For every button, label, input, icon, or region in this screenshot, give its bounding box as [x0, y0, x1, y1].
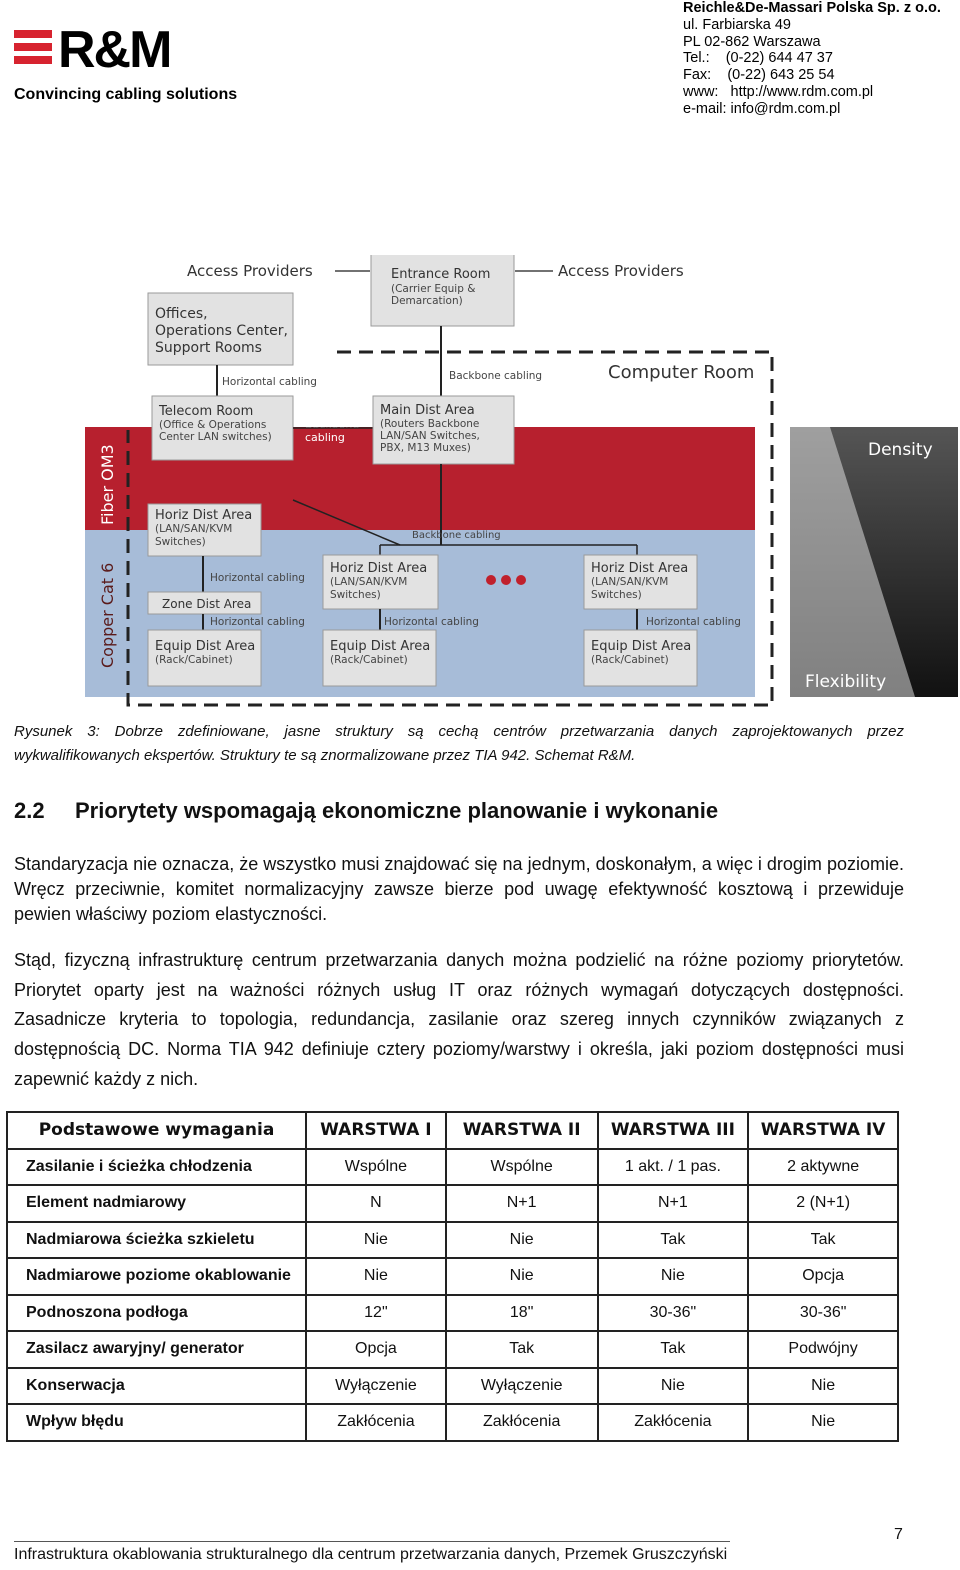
paragraph-1: Standaryzacja nie oznacza, że wszystko musi znajdować się na jednym, doskonałym, a więc i drogim poziomie. Wręcz przeciwnie, komitet normalizacyjny zawsze bierze pod uwagę efektywność kosztową i przewiduje pewien właściwy poziom elastyczności.: [14, 854, 904, 924]
row-label: Element nadmiarowy: [7, 1185, 306, 1222]
backbone-cabling-label-3: Backbone cabling: [412, 530, 501, 541]
horiz-dist-3-line1: (LAN/SAN/KVM: [591, 576, 669, 588]
table-cell: Tak: [748, 1222, 898, 1259]
tier-requirements-table: [6, 1111, 899, 1442]
ellipsis-dot-1: [486, 575, 496, 585]
ellipsis-dot-3: [516, 575, 526, 585]
table-row: [7, 1368, 898, 1405]
header-tier-3: WARSTWA III: [598, 1112, 749, 1149]
main-dist-line1: (Routers Backbone: [380, 418, 480, 430]
equip-dist-2-title: Equip Dist Area: [330, 639, 431, 654]
zone-dist-title: Zone Dist Area: [162, 597, 252, 611]
company-website[interactable]: www: http://www.rdm.com.pl: [683, 83, 874, 100]
main-dist-line3: PBX, M13 Muxes): [380, 442, 471, 454]
access-providers-right: Access Providers: [558, 262, 684, 280]
company-logo: R&M: [58, 21, 171, 79]
table-cell: Nie: [306, 1258, 446, 1295]
horizontal-cabling-label-1: Horizontal cabling: [222, 376, 317, 388]
table-cell: Podwójny: [748, 1331, 898, 1368]
header-tier-2: WARSTWA II: [446, 1112, 598, 1149]
table-cell: Nie: [446, 1258, 598, 1295]
telecom-room-line2: Center LAN switches): [159, 431, 272, 443]
equip-dist-1-line1: (Rack/Cabinet): [155, 654, 233, 666]
horizontal-cabling-label-2: Horizontal cabling: [210, 572, 305, 584]
figure-caption: Rysunek 3: Dobrze zdefiniowane, jasne struktury są cechą centrów przetwarzania danych zaprojektowanych przez wykwalifikowanych ekspertów. Struktury te są znormalizowane przez TIA 942. Schemat R&M.: [14, 723, 904, 764]
horizontal-cabling-label-5: Horizontal cabling: [646, 616, 741, 628]
row-label: Podnoszona podłoga: [7, 1295, 306, 1332]
row-label: Nadmiarowa ścieżka szkieletu: [7, 1222, 306, 1259]
table-cell: Tak: [598, 1331, 749, 1368]
entrance-room-line2: Demarcation): [391, 295, 463, 307]
horizontal-cabling-label-3: Horizontal cabling: [210, 616, 305, 628]
horiz-dist-3-line2: Switches): [591, 589, 642, 601]
row-label: Zasilanie i ścieżka chłodzenia: [7, 1149, 306, 1186]
equip-dist-3-line1: (Rack/Cabinet): [591, 654, 669, 666]
copper-cat6-label: Copper Cat 6: [98, 562, 117, 668]
table-row: [7, 1149, 898, 1186]
backbone-cabling-label-1: Backbone cabling: [449, 370, 543, 382]
table-row: [7, 1404, 898, 1441]
equip-dist-2-line1: (Rack/Cabinet): [330, 654, 408, 666]
row-label: Nadmiarowe poziome okablowanie: [7, 1258, 306, 1295]
main-dist-line2: LAN/SAN Switches,: [380, 430, 480, 442]
table-cell: Wspólne: [446, 1149, 598, 1186]
table-cell: Nie: [598, 1258, 749, 1295]
table-cell: Wspólne: [306, 1149, 446, 1186]
equip-dist-3-title: Equip Dist Area: [591, 639, 692, 654]
company-name: Reichle&De-Massari Polska Sp. z o.o.: [683, 0, 941, 16]
computer-room-label: Computer Room: [608, 362, 755, 383]
data-center-topology-diagram: [85, 255, 960, 710]
density-label: Density: [868, 440, 933, 460]
table-cell: Zakłócenia: [306, 1404, 446, 1441]
horiz-dist-1-line2: Switches): [155, 536, 206, 548]
telecom-room-title: Telecom Room: [159, 404, 254, 419]
row-label: Zasilacz awaryjny/ generator: [7, 1331, 306, 1368]
company-address: [683, 0, 941, 118]
row-label: Wpływ błędu: [7, 1404, 306, 1441]
table-cell: N+1: [446, 1185, 598, 1222]
offices-line1: Offices,: [155, 306, 208, 322]
footer-divider: [14, 1541, 730, 1542]
access-providers-left: Access Providers: [187, 262, 313, 280]
table-row: [7, 1258, 898, 1295]
table-cell: 2 (N+1): [748, 1185, 898, 1222]
header-tier-4: WARSTWA IV: [748, 1112, 898, 1149]
offices-line2: Operations Center,: [155, 323, 288, 339]
table-row: [7, 1295, 898, 1332]
backbone-cabling-label-2b: cabling: [305, 431, 345, 444]
horiz-dist-2-line1: (LAN/SAN/KVM: [330, 576, 408, 588]
offices-line3: Support Rooms: [155, 340, 262, 356]
equip-dist-1-title: Equip Dist Area: [155, 639, 256, 654]
table-cell: Opcja: [748, 1258, 898, 1295]
entrance-room-line1: (Carrier Equip &: [391, 283, 476, 295]
table-cell: Nie: [446, 1222, 598, 1259]
table-cell: Tak: [446, 1331, 598, 1368]
horiz-dist-2-title: Horiz Dist Area: [330, 561, 428, 576]
header-tier-1: WARSTWA I: [306, 1112, 446, 1149]
table-cell: Zakłócenia: [446, 1404, 598, 1441]
footer-text: Infrastruktura okablowania strukturalnego dla centrum przetwarzania danych, Przemek Gruszczyński: [14, 1546, 728, 1563]
paragraph-2: Stąd, fizyczną infrastrukturę centrum przetwarzania danych można podzielić na różne poziomy priorytetów. Priorytet oparty jest na ważności różnych usług IT oraz różnych wymagań dotyczących dostępności. Zasadnicze kryteria to topologia, redundancja, zasilanie oraz szereg innych czynników związanych z dostępnością DC. Norma TIA 942 definiuje cztery poziomy/warstwy i określa, jaki poziom dostępności musi zapewnić każdy z nich.: [14, 950, 904, 1089]
horiz-dist-1-line1: (LAN/SAN/KVM: [155, 523, 233, 535]
flexibility-label: Flexibility: [805, 672, 887, 692]
table-cell: Opcja: [306, 1331, 446, 1368]
company-fax: Fax: (0-22) 643 25 54: [683, 67, 835, 84]
entrance-room-title: Entrance Room: [391, 267, 491, 282]
table-cell: 12": [306, 1295, 446, 1332]
table-cell: 1 akt. / 1 pas.: [598, 1149, 749, 1186]
main-dist-title: Main Dist Area: [380, 403, 475, 418]
table-cell: 30-36": [598, 1295, 749, 1332]
table-cell: Tak: [598, 1222, 749, 1259]
ellipsis-dot-2: [501, 575, 511, 585]
table-cell: Nie: [748, 1368, 898, 1405]
table-cell: 18": [446, 1295, 598, 1332]
row-label: Konserwacja: [7, 1368, 306, 1405]
table-cell: 2 aktywne: [748, 1149, 898, 1186]
page-number: 7: [894, 1526, 903, 1543]
company-phone: Tel.: (0-22) 644 47 37: [683, 50, 833, 67]
company-street: ul. Farbiarska 49: [683, 16, 791, 33]
horiz-dist-2-line2: Switches): [330, 589, 381, 601]
company-email[interactable]: e-mail: info@rdm.com.pl: [683, 100, 841, 117]
header-requirements: Podstawowe wymagania: [7, 1112, 306, 1149]
table-row: [7, 1185, 898, 1222]
backbone-cabling-label-2a: Backbone: [305, 418, 360, 431]
table-cell: Nie: [306, 1222, 446, 1259]
logo-tagline: Convincing cabling solutions: [14, 86, 238, 103]
table-cell: Wyłączenie: [446, 1368, 598, 1405]
table-cell: Nie: [598, 1368, 749, 1405]
horizontal-cabling-label-4: Horizontal cabling: [384, 616, 479, 628]
table-cell: N: [306, 1185, 446, 1222]
table-cell: Wyłączenie: [306, 1368, 446, 1405]
company-city: PL 02-862 Warszawa: [683, 33, 821, 50]
table-row: [7, 1331, 898, 1368]
table-cell: Nie: [748, 1404, 898, 1441]
telecom-room-line1: (Office & Operations: [159, 419, 267, 431]
table-cell: 30-36": [748, 1295, 898, 1332]
table-cell: N+1: [598, 1185, 749, 1222]
logo-bars-icon: [14, 30, 52, 72]
table-cell: Zakłócenia: [598, 1404, 749, 1441]
fiber-om3-label: Fiber OM3: [98, 444, 117, 525]
section-title: Priorytety wspomagają ekonomiczne planowanie i wykonanie: [75, 798, 719, 823]
table-row: [7, 1222, 898, 1259]
horiz-dist-1-title: Horiz Dist Area: [155, 508, 253, 523]
horiz-dist-3-title: Horiz Dist Area: [591, 561, 689, 576]
section-number: 2.2: [14, 798, 45, 823]
table-header-row: [7, 1112, 898, 1149]
